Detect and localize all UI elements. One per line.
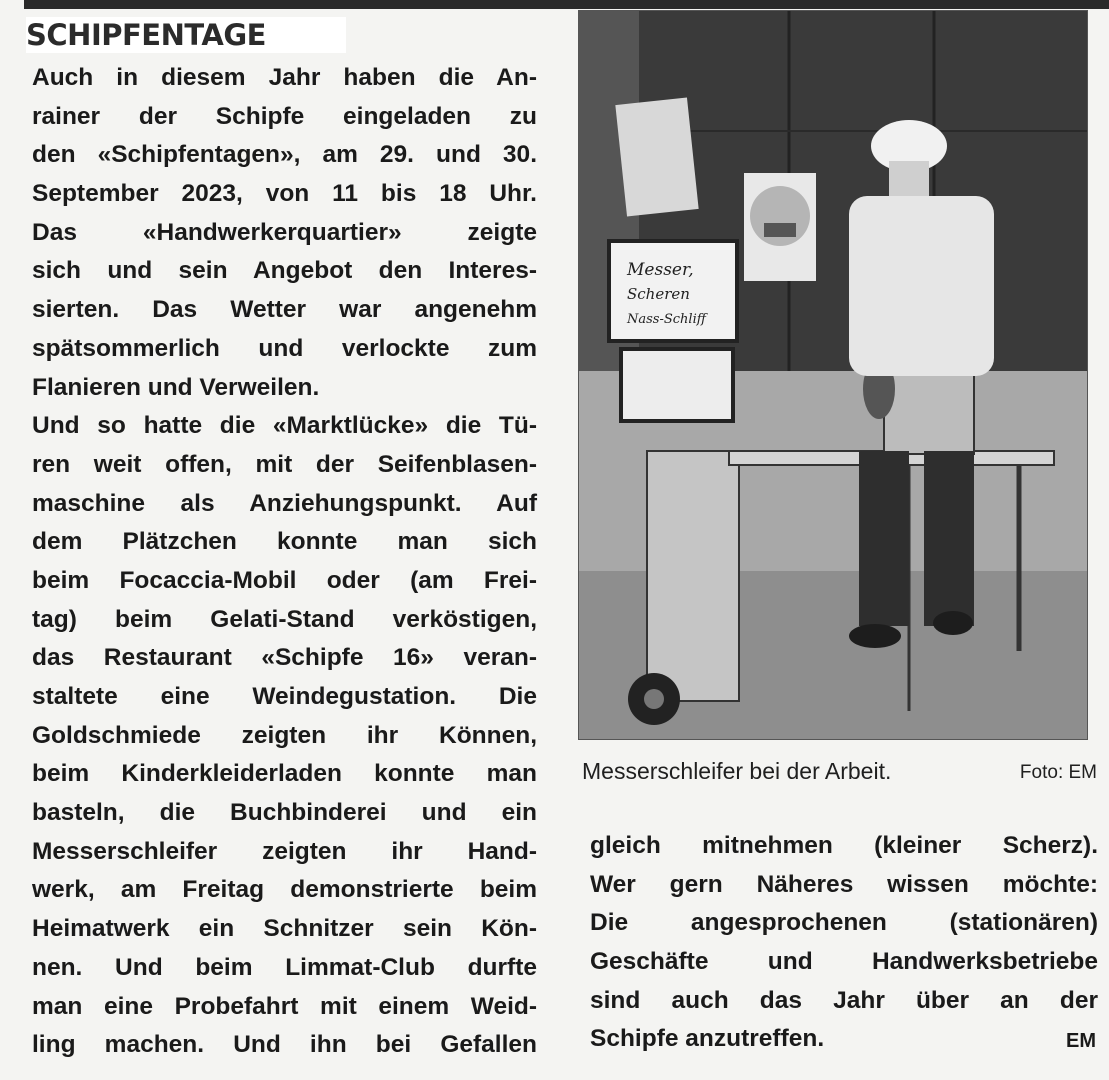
text-line: nen. Und beim Limmat-Club durfte xyxy=(32,953,537,981)
text-line: den «Schipfentagen», am 29. und 30. xyxy=(32,141,537,169)
text-line: basteln, die Buchbinderei und ein xyxy=(32,799,537,827)
text-line: sich und sein Angebot den Interes- xyxy=(32,257,537,285)
text-line: ren weit offen, mit der Seifenblasen- xyxy=(32,450,537,478)
text-line: rainer der Schipfe eingeladen zu xyxy=(32,102,537,130)
text-line: Schipfe anzutreffen. xyxy=(590,1025,825,1053)
text-line: beim Focaccia-Mobil oder (am Frei- xyxy=(32,566,537,594)
text-line: sierten. Das Wetter war angenehm xyxy=(32,296,537,324)
text-line: Geschäfte und Handwerksbetriebe xyxy=(590,948,1098,976)
text-line: September 2023, von 11 bis 18 Uhr. xyxy=(32,180,537,208)
right-column xyxy=(590,827,1098,1059)
text-line: maschine als Anziehungspunkt. Auf xyxy=(32,489,537,517)
text-line: Die angesprochenen (stationären) xyxy=(590,909,1098,937)
text-line: Flanieren und Verweilen. xyxy=(32,373,320,401)
text-line: spätsommerlich und verlockte zum xyxy=(32,334,537,362)
top-rule xyxy=(24,0,1109,9)
text-line: man eine Probefahrt mit einem Weid- xyxy=(32,992,537,1020)
photo-credit: Foto: EM xyxy=(1019,762,1097,783)
text-line: Messerschleifer zeigten ihr Hand- xyxy=(32,837,537,865)
text-line: Wer gern Näheres wissen möchte: xyxy=(590,870,1098,898)
text-line: das Restaurant «Schipfe 16» veran- xyxy=(32,644,537,672)
text-line: beim Kinderkleiderladen konnte man xyxy=(32,760,537,788)
text-line: Auch in diesem Jahr haben die An- xyxy=(32,64,537,91)
sign-line: Messer, xyxy=(627,260,694,280)
photo-caption xyxy=(582,758,1097,786)
text-line: gleich mitnehmen (kleiner Scherz). xyxy=(590,832,1098,859)
text-line: dem Plätzchen konnte man sich xyxy=(32,528,537,556)
text-line: werk, am Freitag demonstrierte beim xyxy=(32,876,537,904)
sign-line: Scheren xyxy=(627,285,690,303)
text-line: ling machen. Und ihn bei Gefallen xyxy=(32,1031,537,1059)
photo-knife-sharpener xyxy=(578,10,1088,740)
shirt xyxy=(849,196,994,376)
cart xyxy=(647,451,739,701)
text-line: Goldschmiede zeigten ihr Können, xyxy=(32,721,537,749)
text-line: Und so hatte die «Marktlücke» die Tü- xyxy=(32,412,537,440)
text-line: staltete eine Weindegustation. Die xyxy=(32,683,537,710)
sign-line: Nass-Schliff xyxy=(627,312,706,327)
text-line: Heimatwerk ein Schnitzer sein Kön- xyxy=(32,915,537,943)
text-line-with-signature xyxy=(590,1020,1098,1059)
caption-text: Messerschleifer bei der Arbeit. xyxy=(582,758,892,784)
photo-illustration xyxy=(579,11,1087,739)
grinding-machine xyxy=(884,366,974,454)
author-signature: EM xyxy=(1066,1030,1096,1053)
text-line: Das «Handwerkerquartier» zeigte xyxy=(32,218,537,246)
text-line: tag) beim Gelati-Stand verköstigen, xyxy=(32,605,537,633)
headline: SCHIPFENTAGE xyxy=(26,18,266,52)
headline-box xyxy=(26,17,346,53)
text-line: sind auch das Jahr über an der xyxy=(590,986,1098,1014)
left-column xyxy=(32,59,537,1065)
